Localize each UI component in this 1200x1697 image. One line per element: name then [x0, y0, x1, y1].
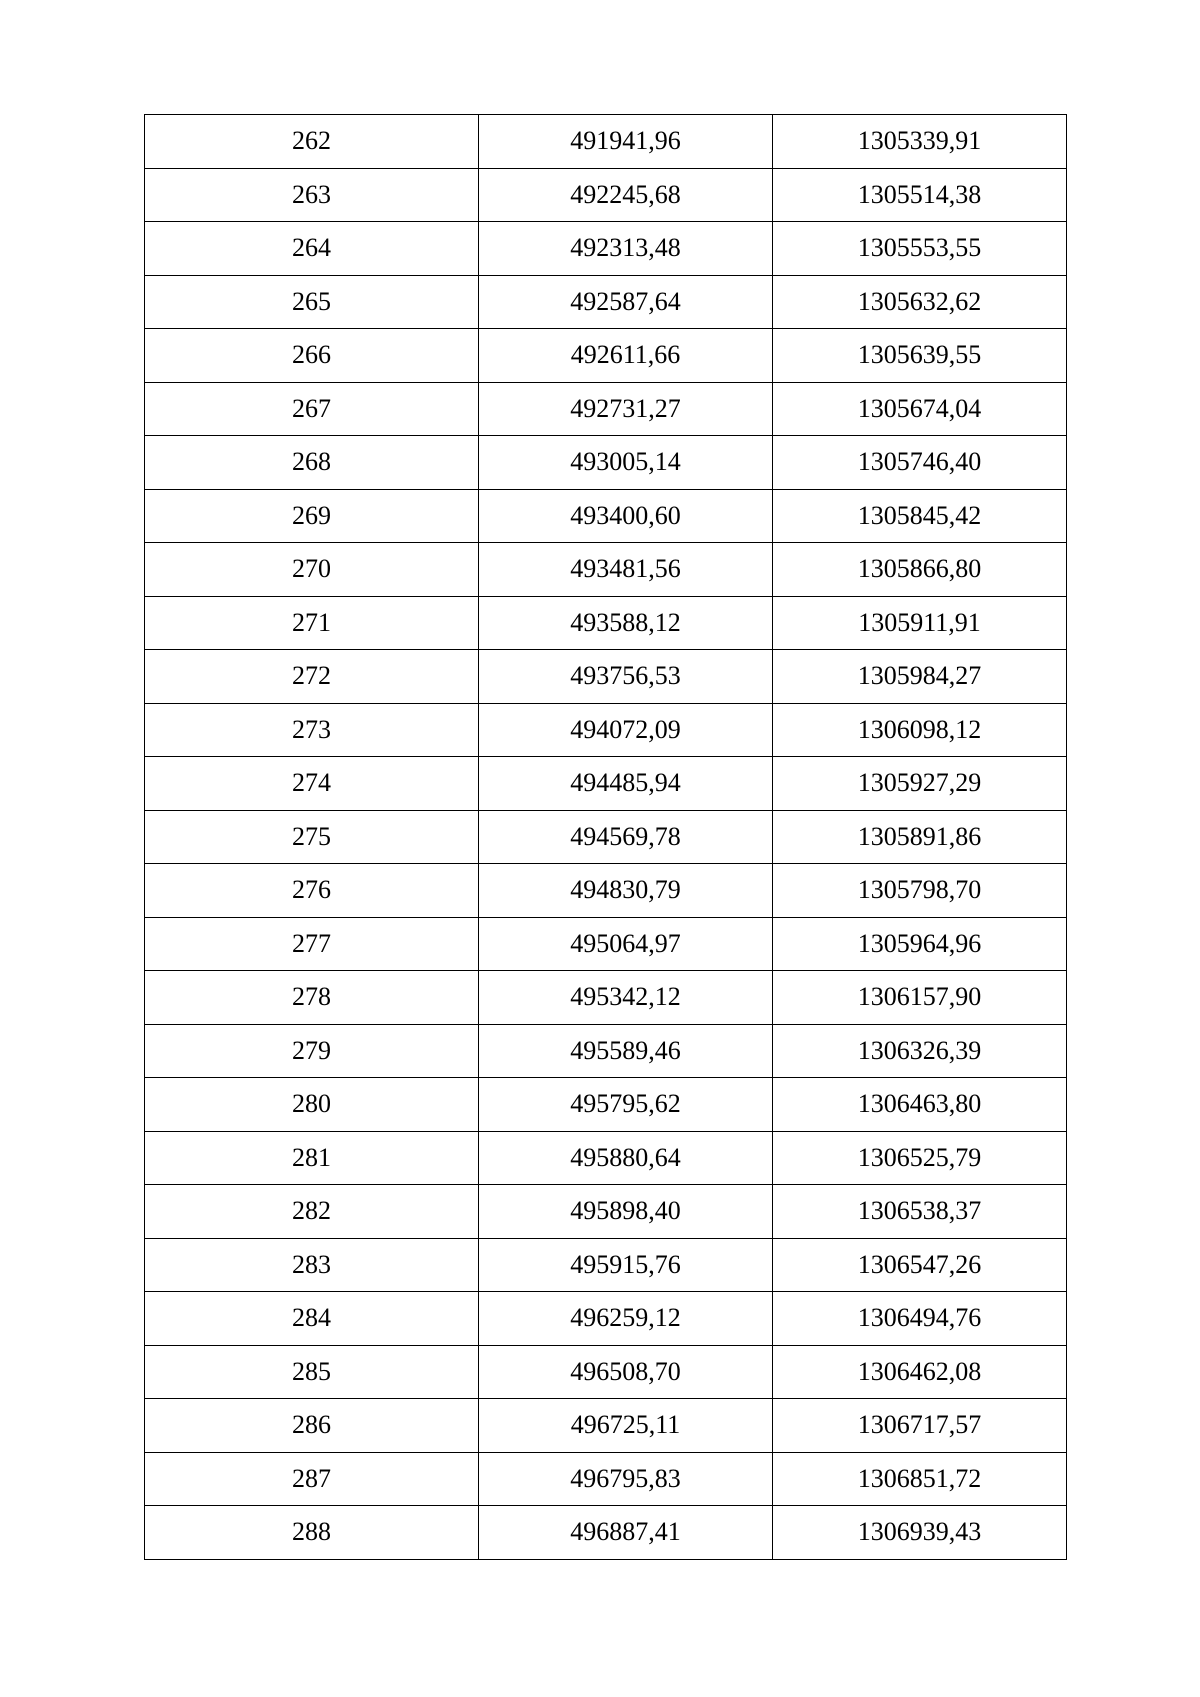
x-coordinate-cell: 492611,66: [479, 329, 773, 383]
x-coordinate-cell: 495898,40: [479, 1185, 773, 1239]
table-row: [145, 1345, 1067, 1399]
table-row: [145, 864, 1067, 918]
point-number-cell: 264: [145, 222, 479, 276]
y-coordinate-cell: 1305339,91: [773, 115, 1067, 169]
coordinates-table-body: [145, 115, 1067, 1560]
table-row: [145, 1506, 1067, 1560]
point-number-cell: 282: [145, 1185, 479, 1239]
table-row: [145, 1399, 1067, 1453]
table-row: [145, 489, 1067, 543]
x-coordinate-cell: 494072,09: [479, 703, 773, 757]
point-number-cell: 287: [145, 1452, 479, 1506]
y-coordinate-cell: 1306462,08: [773, 1345, 1067, 1399]
point-number-cell: 272: [145, 650, 479, 704]
point-number-cell: 281: [145, 1131, 479, 1185]
y-coordinate-cell: 1305514,38: [773, 168, 1067, 222]
y-coordinate-cell: 1305866,80: [773, 543, 1067, 597]
table-row: [145, 1452, 1067, 1506]
table-row: [145, 1078, 1067, 1132]
x-coordinate-cell: 493756,53: [479, 650, 773, 704]
y-coordinate-cell: 1305964,96: [773, 917, 1067, 971]
point-number-cell: 283: [145, 1238, 479, 1292]
point-number-cell: 266: [145, 329, 479, 383]
x-coordinate-cell: 496725,11: [479, 1399, 773, 1453]
x-coordinate-cell: 495915,76: [479, 1238, 773, 1292]
y-coordinate-cell: 1306494,76: [773, 1292, 1067, 1346]
point-number-cell: 277: [145, 917, 479, 971]
y-coordinate-cell: 1305746,40: [773, 436, 1067, 490]
x-coordinate-cell: 496259,12: [479, 1292, 773, 1346]
table-row: [145, 1185, 1067, 1239]
point-number-cell: 278: [145, 971, 479, 1025]
x-coordinate-cell: 496795,83: [479, 1452, 773, 1506]
point-number-cell: 286: [145, 1399, 479, 1453]
table-row: [145, 757, 1067, 811]
y-coordinate-cell: 1306525,79: [773, 1131, 1067, 1185]
x-coordinate-cell: 493481,56: [479, 543, 773, 597]
x-coordinate-cell: 492587,64: [479, 275, 773, 329]
x-coordinate-cell: 495880,64: [479, 1131, 773, 1185]
y-coordinate-cell: 1306547,26: [773, 1238, 1067, 1292]
point-number-cell: 268: [145, 436, 479, 490]
y-coordinate-cell: 1306939,43: [773, 1506, 1067, 1560]
table-row: [145, 1238, 1067, 1292]
y-coordinate-cell: 1305798,70: [773, 864, 1067, 918]
point-number-cell: 273: [145, 703, 479, 757]
point-number-cell: 270: [145, 543, 479, 597]
table-row: [145, 222, 1067, 276]
point-number-cell: 276: [145, 864, 479, 918]
point-number-cell: 263: [145, 168, 479, 222]
x-coordinate-cell: 495589,46: [479, 1024, 773, 1078]
y-coordinate-cell: 1306157,90: [773, 971, 1067, 1025]
point-number-cell: 274: [145, 757, 479, 811]
x-coordinate-cell: 493005,14: [479, 436, 773, 490]
point-number-cell: 285: [145, 1345, 479, 1399]
y-coordinate-cell: 1306098,12: [773, 703, 1067, 757]
y-coordinate-cell: 1306851,72: [773, 1452, 1067, 1506]
y-coordinate-cell: 1305891,86: [773, 810, 1067, 864]
x-coordinate-cell: 492313,48: [479, 222, 773, 276]
point-number-cell: 284: [145, 1292, 479, 1346]
y-coordinate-cell: 1305911,91: [773, 596, 1067, 650]
x-coordinate-cell: 494830,79: [479, 864, 773, 918]
y-coordinate-cell: 1305845,42: [773, 489, 1067, 543]
y-coordinate-cell: 1306463,80: [773, 1078, 1067, 1132]
table-row: [145, 917, 1067, 971]
x-coordinate-cell: 492731,27: [479, 382, 773, 436]
table-row: [145, 168, 1067, 222]
table-row: [145, 543, 1067, 597]
table-row: [145, 275, 1067, 329]
point-number-cell: 271: [145, 596, 479, 650]
y-coordinate-cell: 1305984,27: [773, 650, 1067, 704]
y-coordinate-cell: 1306326,39: [773, 1024, 1067, 1078]
table-row: [145, 329, 1067, 383]
x-coordinate-cell: 494485,94: [479, 757, 773, 811]
table-row: [145, 810, 1067, 864]
y-coordinate-cell: 1306717,57: [773, 1399, 1067, 1453]
point-number-cell: 275: [145, 810, 479, 864]
table-row: [145, 382, 1067, 436]
y-coordinate-cell: 1305927,29: [773, 757, 1067, 811]
x-coordinate-cell: 495342,12: [479, 971, 773, 1025]
table-row: [145, 1131, 1067, 1185]
point-number-cell: 288: [145, 1506, 479, 1560]
table-row: [145, 650, 1067, 704]
coordinates-table: [144, 114, 1067, 1560]
x-coordinate-cell: 493400,60: [479, 489, 773, 543]
point-number-cell: 269: [145, 489, 479, 543]
x-coordinate-cell: 495064,97: [479, 917, 773, 971]
x-coordinate-cell: 495795,62: [479, 1078, 773, 1132]
point-number-cell: 265: [145, 275, 479, 329]
table-row: [145, 1024, 1067, 1078]
table-row: [145, 971, 1067, 1025]
table-row: [145, 596, 1067, 650]
point-number-cell: 280: [145, 1078, 479, 1132]
x-coordinate-cell: 491941,96: [479, 115, 773, 169]
y-coordinate-cell: 1305632,62: [773, 275, 1067, 329]
table-row: [145, 436, 1067, 490]
x-coordinate-cell: 492245,68: [479, 168, 773, 222]
x-coordinate-cell: 493588,12: [479, 596, 773, 650]
y-coordinate-cell: 1305639,55: [773, 329, 1067, 383]
y-coordinate-cell: 1305553,55: [773, 222, 1067, 276]
table-row: [145, 703, 1067, 757]
table-row: [145, 115, 1067, 169]
y-coordinate-cell: 1306538,37: [773, 1185, 1067, 1239]
y-coordinate-cell: 1305674,04: [773, 382, 1067, 436]
point-number-cell: 267: [145, 382, 479, 436]
point-number-cell: 262: [145, 115, 479, 169]
x-coordinate-cell: 496887,41: [479, 1506, 773, 1560]
x-coordinate-cell: 494569,78: [479, 810, 773, 864]
x-coordinate-cell: 496508,70: [479, 1345, 773, 1399]
point-number-cell: 279: [145, 1024, 479, 1078]
table-row: [145, 1292, 1067, 1346]
